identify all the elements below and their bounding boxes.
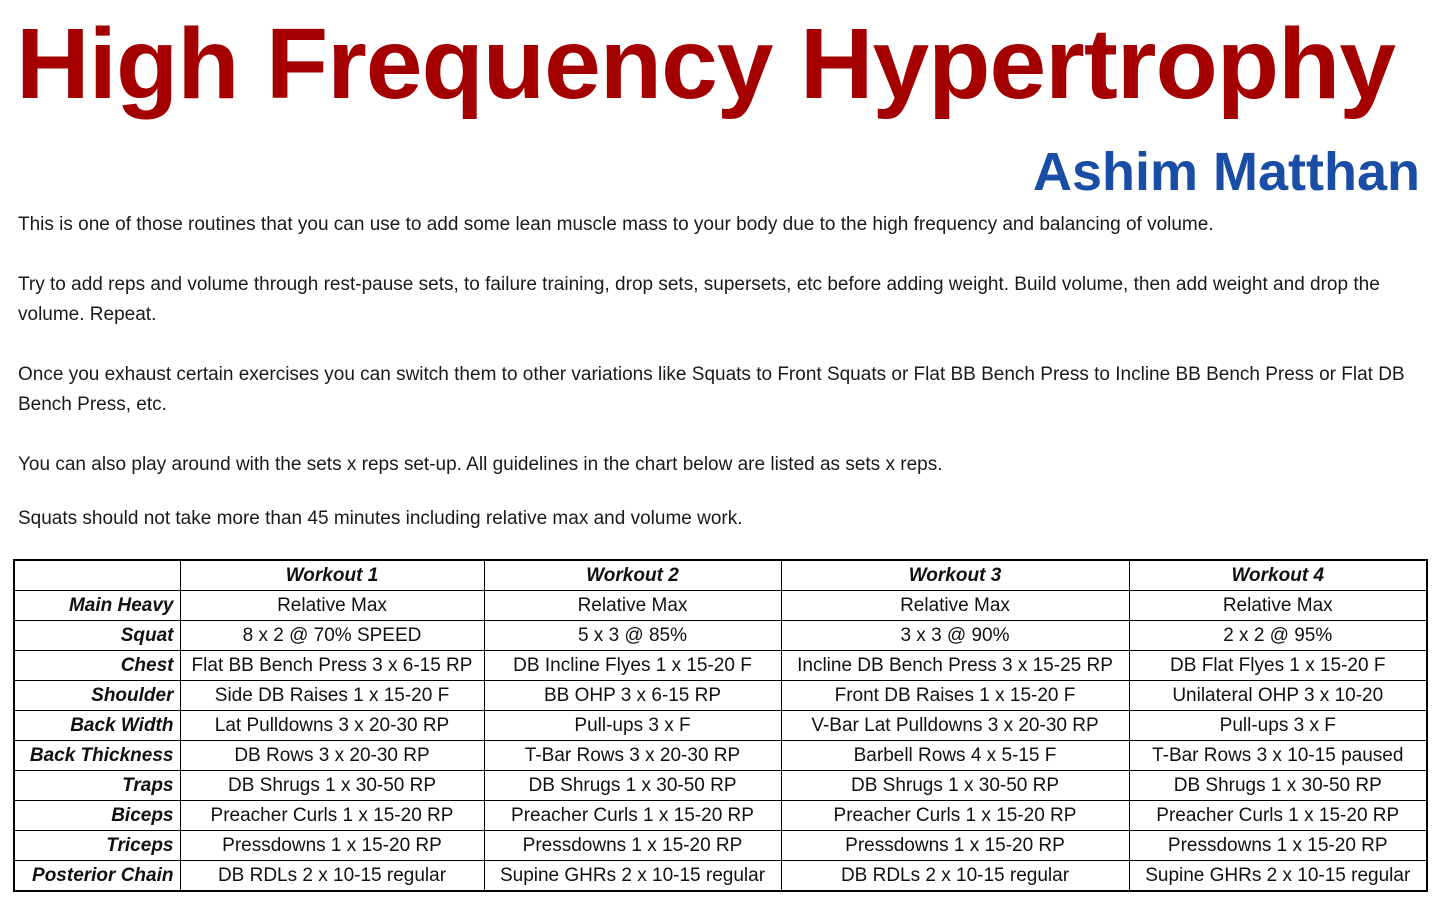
table-cell: DB Rows 3 x 20-30 RP: [180, 741, 484, 771]
table-cell: DB Flat Flyes 1 x 15-20 F: [1129, 651, 1427, 681]
table-cell: Relative Max: [180, 591, 484, 621]
table-cell: Relative Max: [1129, 591, 1427, 621]
row-label: Traps: [14, 771, 180, 801]
table-row: [14, 681, 1427, 711]
table-row: [14, 861, 1427, 892]
intro-text: [18, 210, 1408, 564]
table-cell: 8 x 2 @ 70% SPEED: [180, 621, 484, 651]
row-label: Triceps: [14, 831, 180, 861]
table-row: [14, 831, 1427, 861]
document-title: High Frequency Hypertrophy: [16, 8, 1396, 120]
table-cell: DB Shrugs 1 x 30-50 RP: [1129, 771, 1427, 801]
table-cell: DB RDLs 2 x 10-15 regular: [180, 861, 484, 892]
intro-paragraph: Squats should not take more than 45 minutes including relative max and volume work.: [18, 508, 743, 529]
table-cell: Pressdowns 1 x 15-20 RP: [484, 831, 781, 861]
table-cell: Pressdowns 1 x 15-20 RP: [180, 831, 484, 861]
row-label: Biceps: [14, 801, 180, 831]
column-header-workout-1: Workout 1: [180, 560, 484, 591]
row-label: Main Heavy: [14, 591, 180, 621]
table-cell: Barbell Rows 4 x 5-15 F: [781, 741, 1129, 771]
intro-paragraph: Once you exhaust certain exercises you can switch them to other variations like Squats to Front Squats or Flat BB Bench Press to Incline BB Bench Press or Flat DB Bench Press, etc.: [18, 364, 1405, 415]
workout-table: [13, 559, 1428, 892]
table-cell: Supine GHRs 2 x 10-15 regular: [484, 861, 781, 892]
row-label: Back Width: [14, 711, 180, 741]
author-name: Ashim Matthan: [1032, 142, 1420, 202]
table-cell: Supine GHRs 2 x 10-15 regular: [1129, 861, 1427, 892]
table-row: [14, 591, 1427, 621]
table-cell: Incline DB Bench Press 3 x 15-25 RP: [781, 651, 1129, 681]
table-cell: Flat BB Bench Press 3 x 6-15 RP: [180, 651, 484, 681]
table-row: [14, 711, 1427, 741]
table-row: [14, 801, 1427, 831]
row-label: Back Thickness: [14, 741, 180, 771]
table-cell: Preacher Curls 1 x 15-20 RP: [484, 801, 781, 831]
table-cell: 5 x 3 @ 85%: [484, 621, 781, 651]
table-row: [14, 651, 1427, 681]
table-cell: Lat Pulldowns 3 x 20-30 RP: [180, 711, 484, 741]
row-label: Shoulder: [14, 681, 180, 711]
column-header-workout-3: Workout 3: [781, 560, 1129, 591]
table-row: [14, 771, 1427, 801]
table-cell: Pull-ups 3 x F: [484, 711, 781, 741]
table-cell: Side DB Raises 1 x 15-20 F: [180, 681, 484, 711]
table-cell: DB RDLs 2 x 10-15 regular: [781, 861, 1129, 892]
intro-paragraph: This is one of those routines that you can use to add some lean muscle mass to your body due to the high frequency and balancing of volume.: [18, 214, 1214, 235]
intro-paragraph: You can also play around with the sets x reps set-up. All guidelines in the chart below are listed as sets x reps.: [18, 454, 943, 475]
table-row: [14, 621, 1427, 651]
table-cell: Pressdowns 1 x 15-20 RP: [781, 831, 1129, 861]
table-cell: Pull-ups 3 x F: [1129, 711, 1427, 741]
table-cell: V-Bar Lat Pulldowns 3 x 20-30 RP: [781, 711, 1129, 741]
table-cell: Pressdowns 1 x 15-20 RP: [1129, 831, 1427, 861]
intro-paragraph: Try to add reps and volume through rest-pause sets, to failure training, drop sets, supersets, etc before adding weight. Build volume, then add weight and drop the volume. Repeat.: [18, 274, 1380, 325]
table-cell: Relative Max: [484, 591, 781, 621]
table-cell: 2 x 2 @ 95%: [1129, 621, 1427, 651]
table-header-row: [14, 560, 1427, 591]
table-cell: BB OHP 3 x 6-15 RP: [484, 681, 781, 711]
column-header-workout-2: Workout 2: [484, 560, 781, 591]
table-cell: Relative Max: [781, 591, 1129, 621]
table-cell: Unilateral OHP 3 x 10-20: [1129, 681, 1427, 711]
row-label: Posterior Chain: [14, 861, 180, 892]
table-cell: DB Shrugs 1 x 30-50 RP: [781, 771, 1129, 801]
table-cell: Preacher Curls 1 x 15-20 RP: [180, 801, 484, 831]
table-cell: T-Bar Rows 3 x 20-30 RP: [484, 741, 781, 771]
table-cell: T-Bar Rows 3 x 10-15 paused: [1129, 741, 1427, 771]
table-row: [14, 741, 1427, 771]
row-label: Squat: [14, 621, 180, 651]
table-cell: Preacher Curls 1 x 15-20 RP: [1129, 801, 1427, 831]
row-label: Chest: [14, 651, 180, 681]
column-header-workout-4: Workout 4: [1129, 560, 1427, 591]
table-corner-cell: [14, 560, 180, 591]
table-cell: DB Shrugs 1 x 30-50 RP: [180, 771, 484, 801]
table-cell: DB Incline Flyes 1 x 15-20 F: [484, 651, 781, 681]
table-cell: Front DB Raises 1 x 15-20 F: [781, 681, 1129, 711]
table-cell: DB Shrugs 1 x 30-50 RP: [484, 771, 781, 801]
table-cell: Preacher Curls 1 x 15-20 RP: [781, 801, 1129, 831]
table-cell: 3 x 3 @ 90%: [781, 621, 1129, 651]
